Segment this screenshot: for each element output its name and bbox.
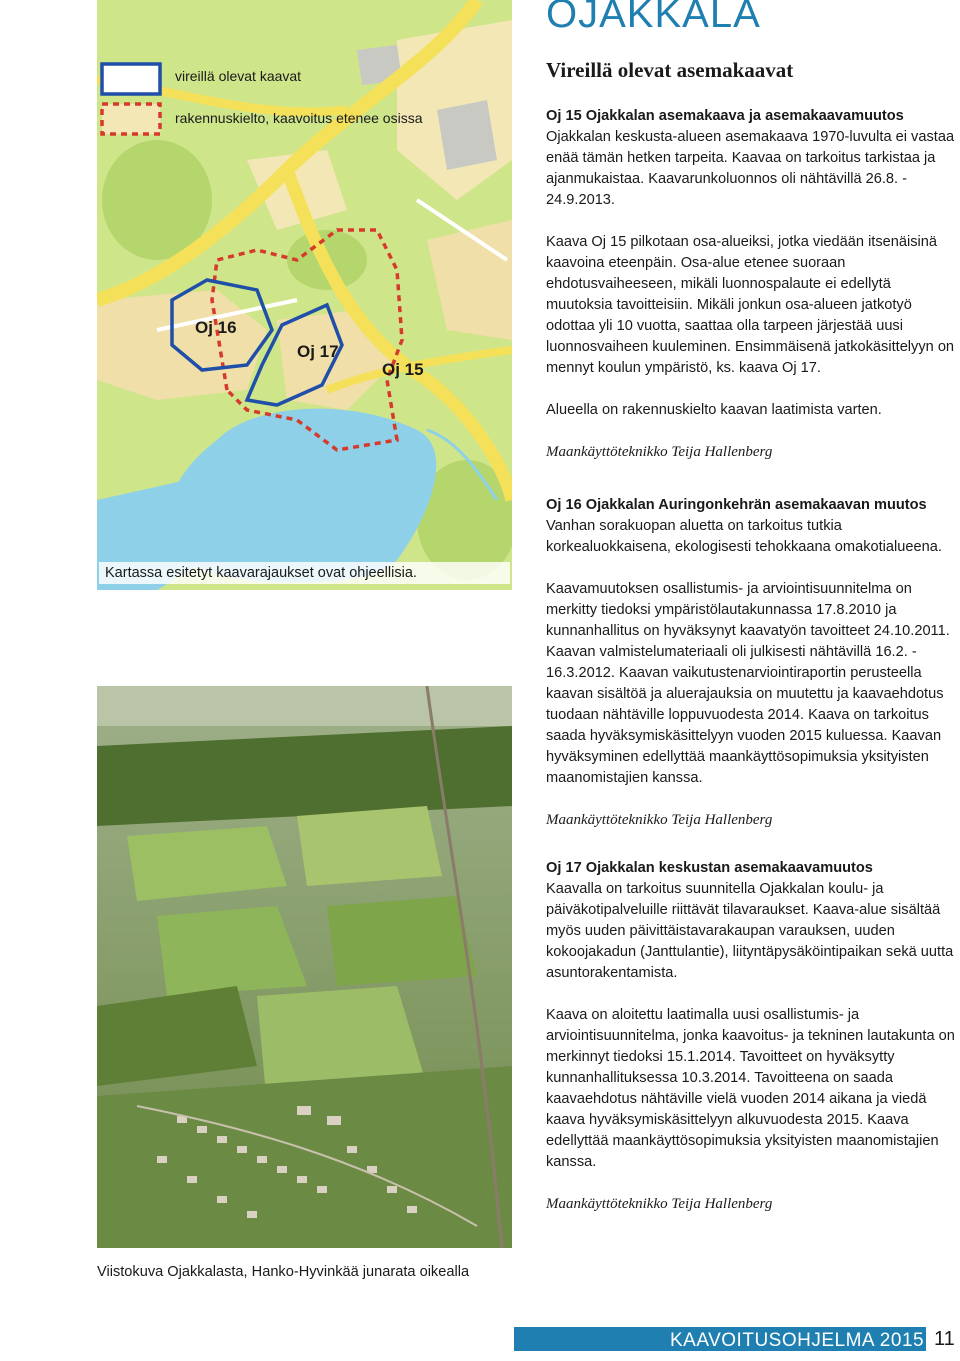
photo-caption: Viistokuva Ojakkalasta, Hanko-Hyvinkää junarata oikealla <box>97 1264 470 1280</box>
section-oj15 <box>546 106 958 463</box>
oj17-paragraph-1: Kaavalla on tarkoitus suunnitella Ojakkalan koulu- ja päiväkotipalveluille riittävät tilavaraukset. Kaava-alue sisältää myös uuden päivittäistavarakaupan varauksen, uuden kokoojakadun (Janttulantie), liityntäpysäköintipaikan sekä uutta asuntorakentamista. <box>546 881 954 981</box>
legend-restricted-label: rakennuskielto, kaavoitus etenee osissa <box>175 110 423 126</box>
oj17-title: Oj 17 Ojakkalan keskustan asemakaavamuutos <box>546 860 873 876</box>
map-note: Kartassa esitetyt kaavarajaukset ovat ohjeellisia. <box>99 562 510 584</box>
aerial-photo-graphic <box>97 686 512 1248</box>
oj15-title: Oj 15 Ojakkalan asemakaava ja asemakaavamuutos <box>546 108 904 124</box>
legend-active-label: vireillä olevat kaavat <box>175 68 302 84</box>
map-label-oj15: Oj 15 <box>382 360 424 379</box>
oj15-signature: Maankäyttöteknikko Teija Hallenberg <box>546 444 773 460</box>
oj16-paragraph-1: Vanhan sorakuopan aluetta on tarkoitus tutkia korkealuokkaisena, ekologisesti tehokkaana omakotialueena. <box>546 518 942 555</box>
map-label-oj17: Oj 17 <box>297 342 339 361</box>
map-label-oj16: Oj 16 <box>195 318 237 337</box>
oj15-paragraph-2: Kaava Oj 15 pilkotaan osa-alueiksi, jotka viedään itsenäisinä kaavoina eteenpäin. Osa-alue etenee suoraan ehdotusvaiheeseen, mikäli luonnospalaute ei edellytä muutoksia tavoitteisiin. Mikäli jonkun osa-alueen jatkotyö odottaa yli 10 vuotta, saattaa olla tarpeen järjestää uusi luonnosvaiheen kuuleminen. Ensimmäisenä jatkokäsittelyyn on mennyt koulun ympäristö, ks. kaava Oj 17. <box>546 234 955 376</box>
page-title: OJAKKALA <box>546 0 761 36</box>
oj17-paragraph-2: Kaava on aloitettu laatimalla uusi osallistumis- ja arviointisuunnitelma, jonka kaavoitus- ja tekninen lautakunta on merkinnyt tiedoksi 15.1.2014. Tavoitteet on hyväksytty kunnanhallituksessa 10.3.2014. Tavoitteena on saada kaavaehdotus nähtäville vielä vuoden 2014 aikana ja viedä kaava hyväksymiskäsittelyyn alkuvuodesta 2015. Kaava edellyttää maankäyttösopimuksia yksityisten maanomistajien kanssa. <box>546 1007 955 1170</box>
footer-publication: KAAVOITUSOHJELMA 2015 <box>670 1330 925 1351</box>
oj16-signature: Maankäyttöteknikko Teija Hallenberg <box>546 812 773 828</box>
map-graphic <box>97 0 512 590</box>
section-heading: Vireillä olevat asemakaavat <box>546 58 794 82</box>
aerial-photo <box>97 686 512 1248</box>
section-oj17 <box>546 858 958 1215</box>
oj16-paragraph-2: Kaavamuutoksen osallistumis- ja arviointisuunnitelma on merkitty tiedoksi ympäristölautakunnassa 17.8.2010 ja kunnanhallitus on hyväksynyt kaavatyön tavoitteet 24.10.2011. Kaavan valmistelumateriaali oli julkisesti nähtävillä 16.2. - 16.3.2012. Kaavan vaikutustenarviointiraportin perusteella kaavan sisältöä ja aluerajauksia on muutettu ja kaavaehdotus tuodaan nähtäville loppuvuodesta 2014. Kaava on tarkoitus saada hyväksymiskäsittelyyn vuoden 2015 kuluessa. Kaavan hyväksyminen edellyttää maankäyttösopimuksia yksityisten maanomistajien kanssa. <box>546 581 950 786</box>
oj15-paragraph-1: Ojakkalan keskusta-alueen asemakaava 1970-luvulta ei vastaa enää tämän hetken tarpeita. Kaavaa on tarkoitus tarkistaa ja ajanmukaistaa. Kaavarunkoluonnos oli nähtävillä 26.8. - 24.9.2013. <box>546 129 955 208</box>
section-oj16 <box>546 495 958 831</box>
oj17-signature: Maankäyttöteknikko Teija Hallenberg <box>546 1196 773 1212</box>
oj15-paragraph-3: Alueella on rakennuskielto kaavan laatimista varten. <box>546 402 882 418</box>
zoning-map <box>97 0 512 590</box>
oj16-title: Oj 16 Ojakkalan Auringonkehrän asemakaavan muutos <box>546 497 927 513</box>
page-number: 11 <box>934 1328 955 1350</box>
